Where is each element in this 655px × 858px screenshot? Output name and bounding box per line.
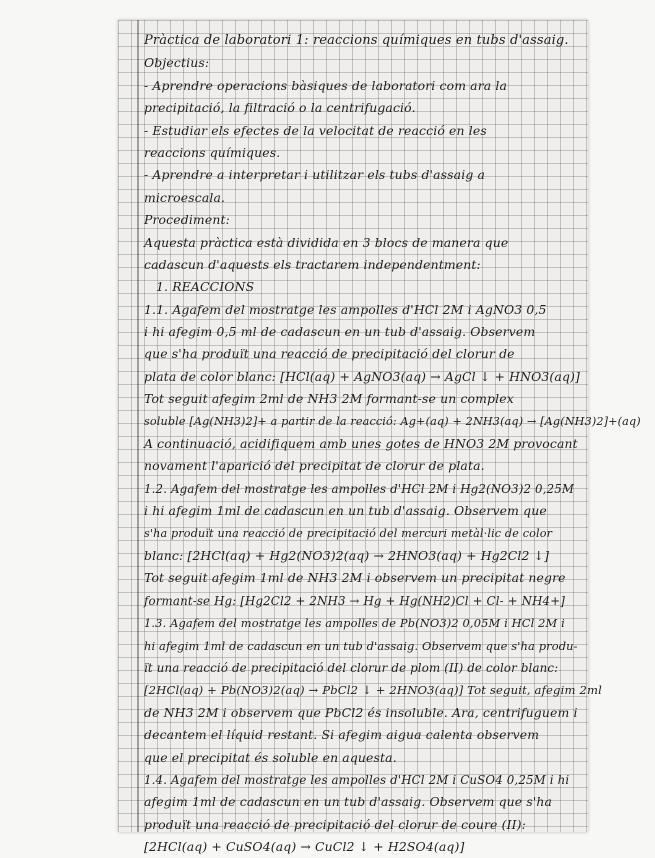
notebook-page xyxy=(118,20,641,855)
text-line: 1.4. Agafem del mostratge les ampolles d'HCl 2M i CuSO4 0,25M i hi xyxy=(144,772,570,787)
text-line: reaccions químiques. xyxy=(144,144,281,160)
text-line: ït una reacció de precipitació del clorur de plom (II) de color blanc: xyxy=(144,660,559,675)
text-line: precipitació, la filtració o la centrifugació. xyxy=(144,100,416,116)
text-line: i hi afegim 0,5 ml de cadascun en un tub d'assaig. Observem xyxy=(144,324,536,340)
text-line: A continuació, acidifiquem amb unes gotes de HNO3 2M provocant xyxy=(144,436,578,452)
section-heading-procediment: Procediment: xyxy=(144,212,230,228)
text-line: 1.2. Agafem del mostratge les ampolles d'HCl 2M i Hg2(NO3)2 0,25M xyxy=(144,481,575,496)
text-line: cadascun d'aquests els tractarem independentment: xyxy=(144,256,481,272)
text-line: que s'ha produït una reacció de precipitació del clorur de xyxy=(144,346,515,362)
text-line: 1.3. Agafem del mostratge les ampolles de Pb(NO3)2 0,05M i HCl 2M i xyxy=(144,616,565,631)
text-line: decantem el líquid restant. Si afegim aigua calenta observem xyxy=(144,727,540,743)
text-line: i hi afegim 1ml de cadascun en un tub d'assaig. Observem que xyxy=(144,503,547,519)
equation-line: [2HCl(aq) + CuSO4(aq) → CuCl2 ↓ + H2SO4(aq)] xyxy=(144,839,465,855)
text-line: de NH3 2M i observem que PbCl2 és insoluble. Ara, centrifuguem i xyxy=(144,704,578,720)
text-line: Tot seguit afegim 1ml de NH3 2M i observem un precipitat negre xyxy=(144,570,566,586)
text-line: 1.1. Agafem del mostratge les ampolles d'HCl 2M i AgNO3 0,5 xyxy=(144,301,547,317)
text-line: microescala. xyxy=(144,189,226,205)
text-line: s'ha produït una reacció de precipitació del mercuri metàl·lic de color xyxy=(144,526,553,540)
text-line: Tot seguit afegim 2ml de NH3 2M formant-se un complex xyxy=(144,391,514,407)
section-heading-objectius: Objectius: xyxy=(144,55,210,71)
subsection-heading-reaccions: 1. REACCIONS xyxy=(156,279,255,295)
text-line: hi afegim 1ml de cadascun en un tub d'assaig. Observem que s'ha produ- xyxy=(144,638,578,653)
title-line: Pràctica de laboratori 1: reaccions químiques en tubs d'assaig. xyxy=(144,33,569,48)
text-line: - Aprendre a interpretar i utilitzar els tubs d'assaig a xyxy=(144,167,486,183)
text-line: que el precipitat és soluble en aquesta. xyxy=(144,749,397,765)
text-line: - Estudiar els efectes de la velocitat de reacció en les xyxy=(144,122,487,138)
equation-line: blanc: [2HCl(aq) + Hg2(NO3)2(aq) → 2HNO3(aq) + Hg2Cl2 ↓] xyxy=(144,547,550,563)
equation-line: soluble [Ag(NH3)2]+ a partir de la reacció: Ag+(aq) + 2NH3(aq) → [Ag(NH3)2]+(aq) xyxy=(144,414,641,428)
text-line: afegim 1ml de cadascun en un tub d'assaig. Observem que s'ha xyxy=(144,794,553,810)
equation-line: plata de color blanc: [HCl(aq) + AgNO3(aq) → AgCl ↓ + HNO3(aq)] xyxy=(144,368,580,384)
text-line: - Aprendre operacions bàsiques de laboratori com ara la xyxy=(144,77,508,93)
handwritten-text xyxy=(144,30,641,858)
equation-line: [2HCl(aq) + Pb(NO3)2(aq) → PbCl2 ↓ + 2HNO3(aq)] Tot seguit, afegim 2ml xyxy=(144,683,602,698)
text-line: produït una reacció de precipitació del clorur de coure (II): xyxy=(144,816,526,832)
text-line: novament l'aparició del precipitat de clorur de plata. xyxy=(144,458,485,474)
text-line: Aquesta pràctica està dividida en 3 blocs de manera que xyxy=(144,234,509,250)
equation-line: formant-se Hg: [Hg2Cl2 + 2NH3 → Hg + Hg(NH2)Cl + Cl- + NH4+] xyxy=(144,593,565,608)
margin-line xyxy=(137,20,139,832)
